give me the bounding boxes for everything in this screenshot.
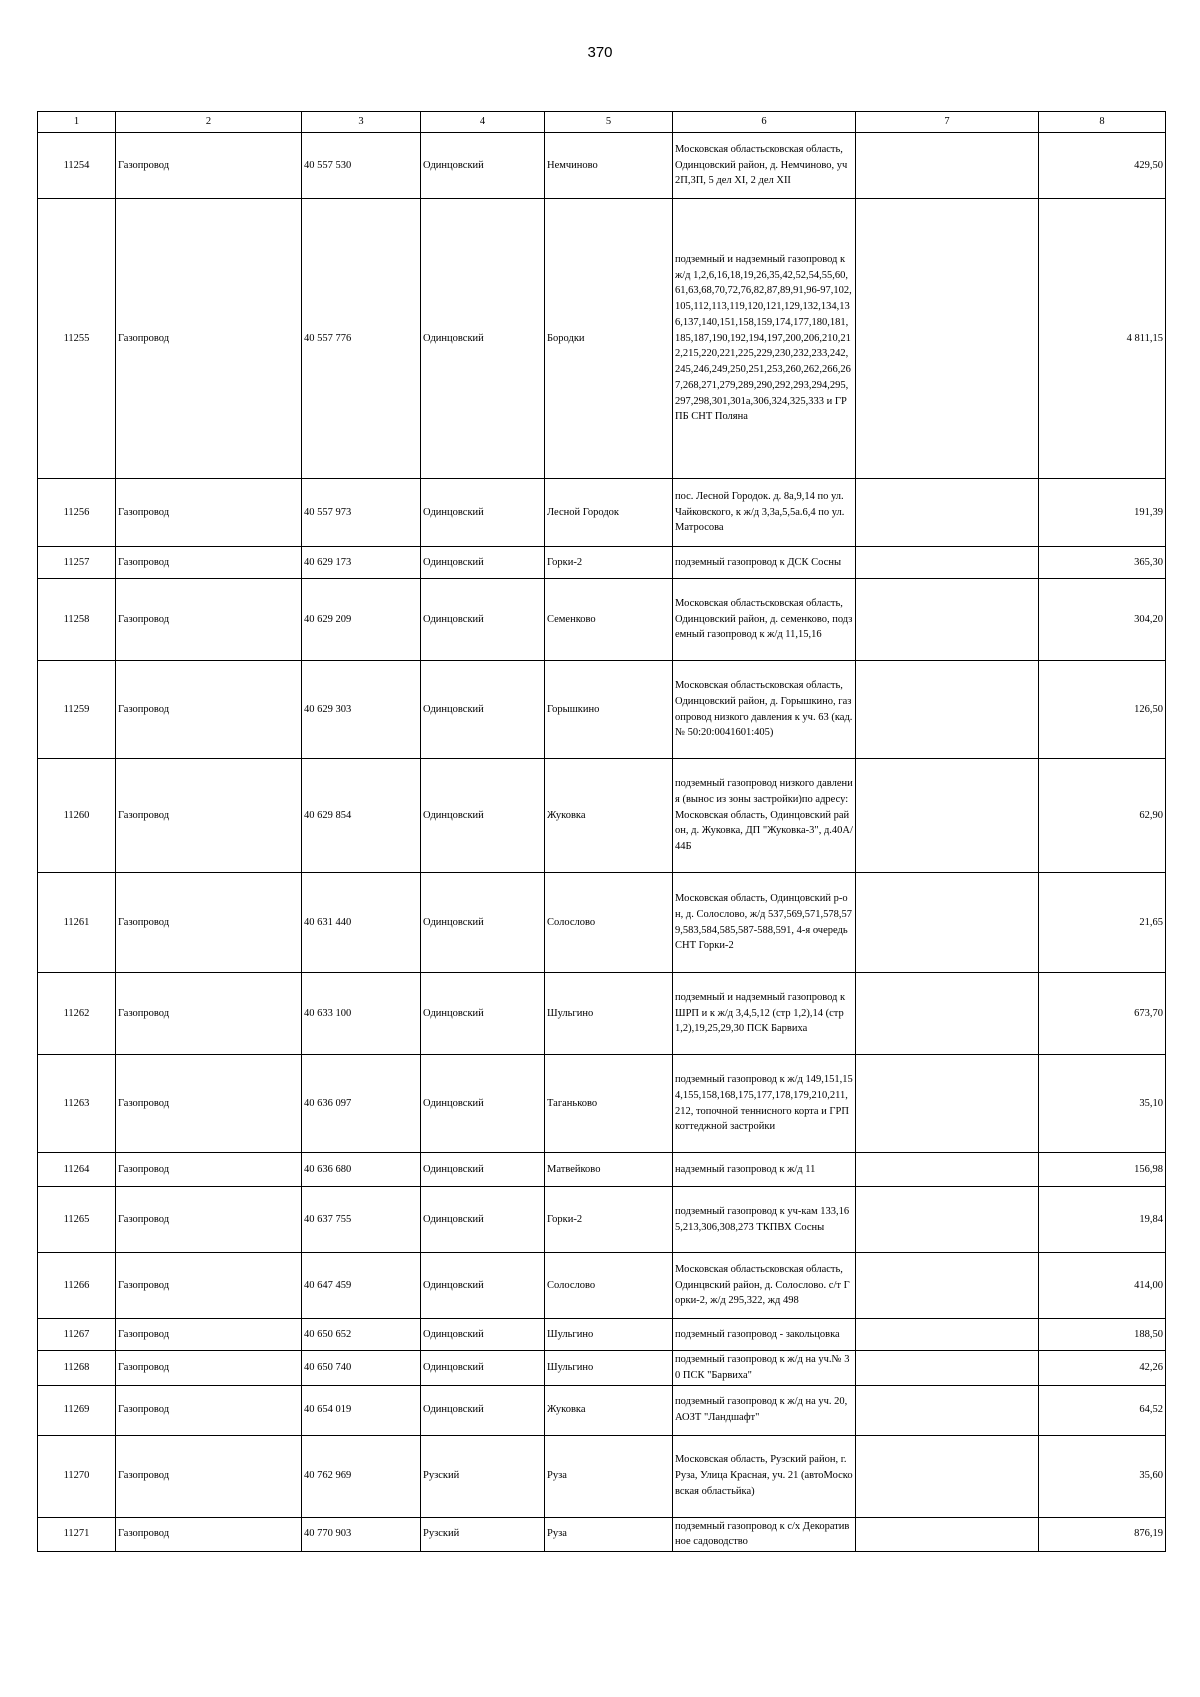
object-type: Газопровод <box>116 1319 302 1351</box>
length-value: 673,70 <box>1039 973 1166 1055</box>
table-row <box>38 873 1166 973</box>
locality: Таганьково <box>545 1055 673 1153</box>
locality: Бородки <box>545 199 673 479</box>
table-row <box>38 759 1166 873</box>
table-row <box>38 1435 1166 1517</box>
district: Рузский <box>421 1435 545 1517</box>
table-row <box>38 973 1166 1055</box>
locality: Лесной Городок <box>545 479 673 547</box>
table-row <box>38 579 1166 661</box>
inventory-number: 40 637 755 <box>302 1187 421 1253</box>
column-header-7: 7 <box>856 112 1039 133</box>
district: Рузский <box>421 1517 545 1552</box>
locality: Жуковка <box>545 759 673 873</box>
object-type: Газопровод <box>116 133 302 199</box>
district: Одинцовский <box>421 873 545 973</box>
empty-cell <box>856 1351 1039 1386</box>
description: Московская областьсковская область, Одинцовский район, д. Горышкино, газопровод низкого давления к уч. 63 (кад.№ 50:20:0041601:405) <box>673 661 856 759</box>
length-value: 35,60 <box>1039 1435 1166 1517</box>
empty-cell <box>856 1435 1039 1517</box>
district: Одинцовский <box>421 547 545 579</box>
object-type: Газопровод <box>116 759 302 873</box>
row-id: 11263 <box>38 1055 116 1153</box>
page-number: 370 <box>587 44 613 61</box>
row-id: 11254 <box>38 133 116 199</box>
table-row <box>38 661 1166 759</box>
row-id: 11262 <box>38 973 116 1055</box>
object-type: Газопровод <box>116 661 302 759</box>
empty-cell <box>856 661 1039 759</box>
row-id: 11267 <box>38 1319 116 1351</box>
length-value: 365,30 <box>1039 547 1166 579</box>
table-row <box>38 1517 1166 1552</box>
empty-cell <box>856 199 1039 479</box>
description: подземный газопровод к ж/д 149,151,154,155,158,168,175,177,178,179,210,211,212, топочной теннисного корта и ГРП коттеджной застройки <box>673 1055 856 1153</box>
description: подземный и надземный газопровод к ж/д 1,2,6,16,18,19,26,35,42,52,54,55,60,61,63,68,70,72,76,82,87,89,91,96-97,102,105,112,113,119,120,121,129,132,134,136,137,140,151,158,159,174,177,180,181,185,187,190,192,194,197,200,206,210,212,215,220,221,225,229,230,232,233,242,245,246,249,250,251,253,260,262,266,267,268,271,279,289,290,292,293,294,295,297,298,301,301а,306,324,325,333 и ГРПБ СНТ Поляна <box>673 199 856 479</box>
object-type: Газопровод <box>116 973 302 1055</box>
registry-table <box>37 111 1166 1552</box>
object-type: Газопровод <box>116 1253 302 1319</box>
length-value: 4 811,15 <box>1039 199 1166 479</box>
length-value: 191,39 <box>1039 479 1166 547</box>
locality: Солослово <box>545 873 673 973</box>
district: Одинцовский <box>421 133 545 199</box>
locality: Руза <box>545 1517 673 1552</box>
description: Московская областьсковская область, Одинцовский район, д. Немчиново, уч 2П,3П, 5 дел XI, 2 дел XII <box>673 133 856 199</box>
inventory-number: 40 557 530 <box>302 133 421 199</box>
column-header-1: 1 <box>38 112 116 133</box>
object-type: Газопровод <box>116 547 302 579</box>
inventory-number: 40 629 303 <box>302 661 421 759</box>
object-type: Газопровод <box>116 1435 302 1517</box>
locality: Шульгино <box>545 1351 673 1386</box>
district: Одинцовский <box>421 579 545 661</box>
district: Одинцовский <box>421 1253 545 1319</box>
table-row <box>38 1187 1166 1253</box>
column-header-8: 8 <box>1039 112 1166 133</box>
district: Одинцовский <box>421 1153 545 1187</box>
table-header-row <box>38 112 1166 133</box>
inventory-number: 40 629 854 <box>302 759 421 873</box>
district: Одинцовский <box>421 1187 545 1253</box>
inventory-number: 40 650 652 <box>302 1319 421 1351</box>
empty-cell <box>856 547 1039 579</box>
empty-cell <box>856 579 1039 661</box>
district: Одинцовский <box>421 973 545 1055</box>
row-id: 11268 <box>38 1351 116 1386</box>
row-id: 11259 <box>38 661 116 759</box>
column-header-4: 4 <box>421 112 545 133</box>
row-id: 11269 <box>38 1385 116 1435</box>
row-id: 11265 <box>38 1187 116 1253</box>
description: пос. Лесной Городок. д. 8а,9,14 по ул. Чайковского, к ж/д 3,3а,5,5а.6,4 по ул. Матросова <box>673 479 856 547</box>
inventory-number: 40 631 440 <box>302 873 421 973</box>
description: подземный газопровод низкого давления (вынос из зоны застройки)по адресу: Московская область, Одинцовский район, д. Жуковка, ДП "Жуковка-3", д.40А/44Б <box>673 759 856 873</box>
description: подземный газопровод к ж/д на уч. 20, АОЗТ "Ландшафт" <box>673 1385 856 1435</box>
description: подземный газопровод к ДСК Сосны <box>673 547 856 579</box>
locality: Матвейково <box>545 1153 673 1187</box>
description: Московская область, Одинцовский р-он, д. Солослово, ж/д 537,569,571,578,579,583,584,585,587-588,591, 4-я очередь СНТ Горки-2 <box>673 873 856 973</box>
empty-cell <box>856 1153 1039 1187</box>
row-id: 11260 <box>38 759 116 873</box>
length-value: 304,20 <box>1039 579 1166 661</box>
district: Одинцовский <box>421 1351 545 1386</box>
inventory-number: 40 557 776 <box>302 199 421 479</box>
column-header-3: 3 <box>302 112 421 133</box>
description: Московская область, Рузский район, г. Руза, Улица Красная, уч. 21 (автоМосковская областьйка) <box>673 1435 856 1517</box>
inventory-number: 40 636 680 <box>302 1153 421 1187</box>
inventory-number: 40 647 459 <box>302 1253 421 1319</box>
empty-cell <box>856 1253 1039 1319</box>
table-row <box>38 1055 1166 1153</box>
length-value: 35,10 <box>1039 1055 1166 1153</box>
empty-cell <box>856 1385 1039 1435</box>
empty-cell <box>856 873 1039 973</box>
length-value: 21,65 <box>1039 873 1166 973</box>
empty-cell <box>856 479 1039 547</box>
description: подземный и надземный газопровод к ШРП и к ж/д 3,4,5,12 (стр 1,2),14 (стр 1,2),19,25,29,30 ПСК Барвиха <box>673 973 856 1055</box>
object-type: Газопровод <box>116 1351 302 1386</box>
district: Одинцовский <box>421 1319 545 1351</box>
district: Одинцовский <box>421 199 545 479</box>
description: подземный газопровод к с/х Декоративное садоводство <box>673 1517 856 1552</box>
empty-cell <box>856 973 1039 1055</box>
description: подземный газопровод к ж/д на уч.№ 30 ПСК "Барвиха" <box>673 1351 856 1386</box>
locality: Горышкино <box>545 661 673 759</box>
column-header-2: 2 <box>116 112 302 133</box>
locality: Шульгино <box>545 1319 673 1351</box>
object-type: Газопровод <box>116 579 302 661</box>
row-id: 11258 <box>38 579 116 661</box>
empty-cell <box>856 759 1039 873</box>
locality: Шульгино <box>545 973 673 1055</box>
object-type: Газопровод <box>116 1385 302 1435</box>
description: Московская областьсковская область, Одинцвский район, д. Солослово. с/т Горки-2, ж/д 295,322, жд 498 <box>673 1253 856 1319</box>
locality: Горки-2 <box>545 547 673 579</box>
length-value: 62,90 <box>1039 759 1166 873</box>
empty-cell <box>856 1319 1039 1351</box>
object-type: Газопровод <box>116 1517 302 1552</box>
row-id: 11261 <box>38 873 116 973</box>
locality: Горки-2 <box>545 1187 673 1253</box>
empty-cell <box>856 1187 1039 1253</box>
table-row <box>38 1319 1166 1351</box>
length-value: 42,26 <box>1039 1351 1166 1386</box>
inventory-number: 40 557 973 <box>302 479 421 547</box>
length-value: 64,52 <box>1039 1385 1166 1435</box>
column-header-5: 5 <box>545 112 673 133</box>
empty-cell <box>856 133 1039 199</box>
district: Одинцовский <box>421 479 545 547</box>
row-id: 11256 <box>38 479 116 547</box>
empty-cell <box>856 1517 1039 1552</box>
row-id: 11270 <box>38 1435 116 1517</box>
table-row <box>38 133 1166 199</box>
object-type: Газопровод <box>116 1055 302 1153</box>
table-row <box>38 547 1166 579</box>
inventory-number: 40 654 019 <box>302 1385 421 1435</box>
object-type: Газопровод <box>116 1153 302 1187</box>
length-value: 414,00 <box>1039 1253 1166 1319</box>
length-value: 188,50 <box>1039 1319 1166 1351</box>
row-id: 11271 <box>38 1517 116 1552</box>
description: надземный газопровод к ж/д 11 <box>673 1153 856 1187</box>
locality: Солослово <box>545 1253 673 1319</box>
locality: Немчиново <box>545 133 673 199</box>
table-row <box>38 199 1166 479</box>
district: Одинцовский <box>421 1055 545 1153</box>
inventory-number: 40 636 097 <box>302 1055 421 1153</box>
object-type: Газопровод <box>116 199 302 479</box>
object-type: Газопровод <box>116 873 302 973</box>
inventory-number: 40 629 173 <box>302 547 421 579</box>
locality: Семенково <box>545 579 673 661</box>
table-row <box>38 1351 1166 1386</box>
locality: Жуковка <box>545 1385 673 1435</box>
empty-cell <box>856 1055 1039 1153</box>
district: Одинцовский <box>421 661 545 759</box>
inventory-number: 40 629 209 <box>302 579 421 661</box>
description: Московская областьсковская область, Одинцовский район, д. семенково, подземный газопровод к ж/д 11,15,16 <box>673 579 856 661</box>
inventory-number: 40 770 903 <box>302 1517 421 1552</box>
length-value: 429,50 <box>1039 133 1166 199</box>
district: Одинцовский <box>421 759 545 873</box>
table-row <box>38 1153 1166 1187</box>
row-id: 11264 <box>38 1153 116 1187</box>
locality: Руза <box>545 1435 673 1517</box>
table-row <box>38 1385 1166 1435</box>
row-id: 11255 <box>38 199 116 479</box>
column-header-6: 6 <box>673 112 856 133</box>
inventory-number: 40 762 969 <box>302 1435 421 1517</box>
object-type: Газопровод <box>116 1187 302 1253</box>
inventory-number: 40 633 100 <box>302 973 421 1055</box>
inventory-number: 40 650 740 <box>302 1351 421 1386</box>
description: подземный газопровод - закольцовка <box>673 1319 856 1351</box>
length-value: 126,50 <box>1039 661 1166 759</box>
length-value: 156,98 <box>1039 1153 1166 1187</box>
table-row <box>38 1253 1166 1319</box>
district: Одинцовский <box>421 1385 545 1435</box>
row-id: 11257 <box>38 547 116 579</box>
length-value: 19,84 <box>1039 1187 1166 1253</box>
row-id: 11266 <box>38 1253 116 1319</box>
length-value: 876,19 <box>1039 1517 1166 1552</box>
object-type: Газопровод <box>116 479 302 547</box>
table-row <box>38 479 1166 547</box>
description: подземный газопровод к уч-кам 133,165,213,306,308,273 ТКПВХ Сосны <box>673 1187 856 1253</box>
